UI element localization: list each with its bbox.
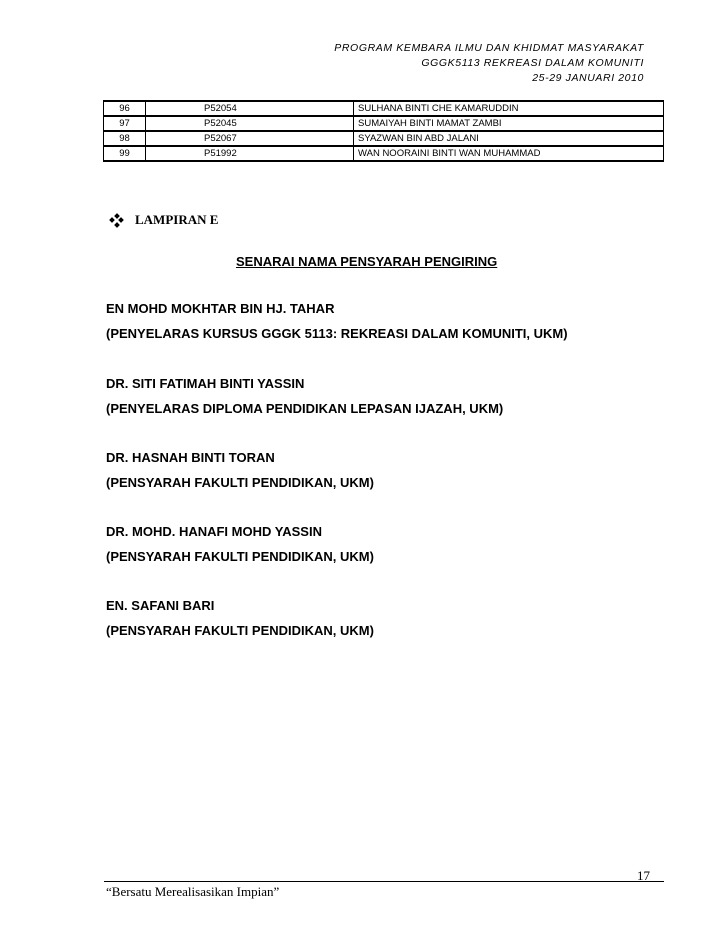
student-number: 96 — [104, 101, 146, 116]
lecturer-name: DR. HASNAH BINTI TORAN — [106, 450, 275, 465]
lecturer-entry — [106, 593, 374, 643]
table-row — [104, 116, 664, 131]
header-date: 25-29 JANUARI 2010 — [532, 72, 644, 84]
lecturer-name: EN. SAFANI BARI — [106, 598, 215, 613]
student-name: WAN NOORAINI BINTI WAN MUHAMMAD — [354, 146, 664, 161]
student-name: SUMAIYAH BINTI MAMAT ZAMBI — [354, 116, 664, 131]
footer-divider — [104, 881, 664, 882]
lecturer-role: (PENYELARAS DIPLOMA PENDIDIKAN LEPASAN IJAZAH, UKM) — [106, 401, 504, 416]
page-header — [334, 41, 644, 86]
page-number: 17 — [637, 868, 650, 883]
table-row — [104, 146, 664, 161]
student-id: P52045 — [146, 116, 354, 131]
student-table — [103, 100, 664, 162]
student-number: 99 — [104, 146, 146, 161]
lecturer-name: DR. MOHD. HANAFI MOHD YASSIN — [106, 524, 322, 539]
lecturer-entry — [106, 445, 374, 495]
lecturer-role: (PENSYARAH FAKULTI PENDIDIKAN, UKM) — [106, 549, 374, 564]
student-number: 98 — [104, 131, 146, 146]
header-course-code: GGGK5113 REKREASI DALAM KOMUNITI — [421, 57, 644, 69]
student-id: P52054 — [146, 101, 354, 116]
lampiran-label: LAMPIRAN E — [135, 212, 219, 227]
lecturer-entry — [106, 371, 503, 421]
footer-motto: “Bersatu Merealisasikan Impian” — [106, 884, 280, 899]
student-id: P51992 — [146, 146, 354, 161]
diamond-bullet-icon — [110, 214, 123, 227]
lecturer-entry — [106, 519, 374, 569]
lampiran-heading — [110, 212, 218, 228]
student-id: P52067 — [146, 131, 354, 146]
section-title: SENARAI NAMA PENSYARAH PENGIRING — [236, 254, 498, 269]
header-program-title: PROGRAM KEMBARA ILMU DAN KHIDMAT MASYARAKAT — [334, 42, 644, 54]
student-name: SULHANA BINTI CHE KAMARUDDIN — [354, 101, 664, 116]
table-row — [104, 131, 664, 146]
lecturer-name: EN MOHD MOKHTAR BIN HJ. TAHAR — [106, 301, 335, 316]
lecturer-name: DR. SITI FATIMAH BINTI YASSIN — [106, 376, 305, 391]
lecturer-role: (PENSYARAH FAKULTI PENDIDIKAN, UKM) — [106, 623, 374, 638]
table-row — [104, 101, 664, 116]
lecturer-role: (PENSYARAH FAKULTI PENDIDIKAN, UKM) — [106, 475, 374, 490]
lecturer-role: (PENYELARAS KURSUS GGGK 5113: REKREASI DALAM KOMUNITI, UKM) — [106, 326, 568, 341]
lecturer-entry — [106, 296, 568, 346]
student-number: 97 — [104, 116, 146, 131]
student-name: SYAZWAN BIN ABD JALANI — [354, 131, 664, 146]
